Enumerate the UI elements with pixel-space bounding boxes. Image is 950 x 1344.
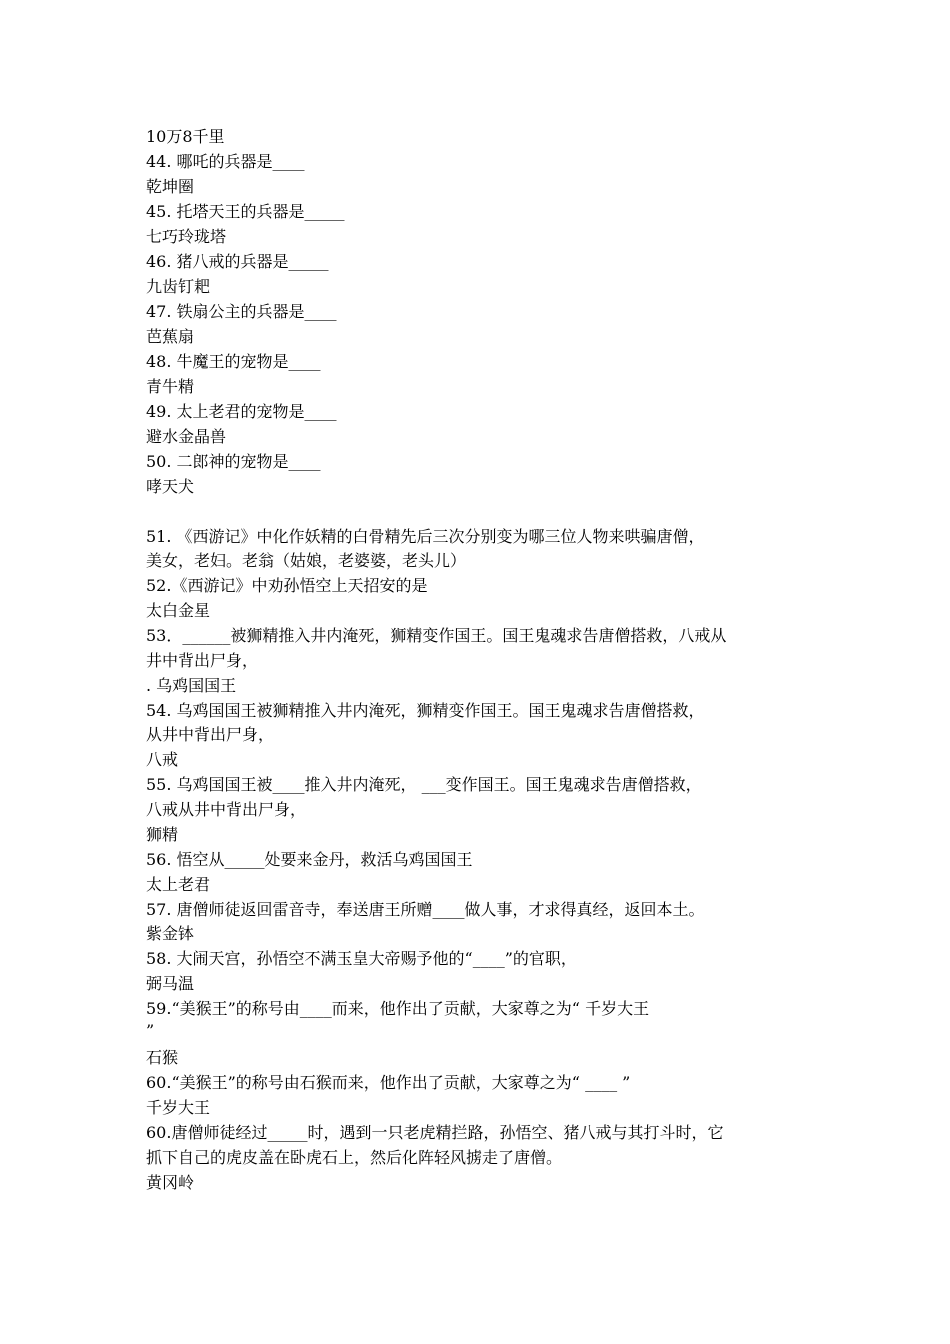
question-line: 48. 牛魔王的宠物是____ <box>146 352 321 371</box>
question-line: 60.唐僧师徒经过_____时，遇到一只老虎精拦路，孙悟空、猪八戒与其打斗时，它 <box>146 1123 724 1142</box>
question-line: 52.《西游记》中劝孙悟空上天招安的是 <box>146 576 428 595</box>
answer-line: 狮精 <box>146 825 179 844</box>
question-line: 57. 唐僧师徒返回雷音寺，奉送唐王所赠____做人事，才求得真经，返回本土。 <box>146 900 705 919</box>
question-line: 47. 铁扇公主的兵器是____ <box>146 302 337 321</box>
answer-line: 太白金星 <box>146 601 211 620</box>
answer-line: 芭蕉扇 <box>146 327 195 346</box>
question-line: 53．______被狮精推入井内淹死，狮精变作国王。国王鬼魂求告唐僧搭救，八戒从 <box>146 626 727 645</box>
question-line: 55. 乌鸡国国王被____推入井内淹死， ___变作国王。国王鬼魂求告唐僧搭救， <box>146 775 702 794</box>
question-line: 51. 《西游记》中化作妖精的白骨精先后三次分别变为哪三位人物来哄骗唐僧， <box>146 527 705 546</box>
question-line: 54. 乌鸡国国王被狮精推入井内淹死，狮精变作国王。国王鬼魂求告唐僧搭救， <box>146 701 705 720</box>
answer-line: 紫金钵 <box>146 924 195 943</box>
answer-line: 七巧玲珑塔 <box>146 227 227 246</box>
answer-line: 石猴 <box>146 1048 179 1067</box>
question-line: 60.“美猴王”的称号由石猴而来，他作出了贡献，大家尊之为“ ____ ” <box>146 1073 631 1092</box>
question-line: 49. 太上老君的宠物是____ <box>146 402 337 421</box>
question-line: 59.“美猴王”的称号由____而来，他作出了贡献，大家尊之为“ 千岁大王 <box>146 999 650 1018</box>
question-line: 八戒从井中背出尸身， <box>146 800 307 819</box>
question-line: ” <box>146 1021 155 1040</box>
question-line: 46. 猪八戒的兵器是_____ <box>146 252 329 271</box>
question-line: 抓下自己的虎皮盖在卧虎石上，然后化阵轻风掳走了唐僧。 <box>146 1148 563 1167</box>
answer-line: 八戒 <box>146 750 179 769</box>
question-line: 井中背出尸身， <box>146 651 259 670</box>
answer-line: 哮天犬 <box>146 477 195 496</box>
question-line: 58. 大闹天宫，孙悟空不满玉皇大帝赐予他的“____”的官职， <box>146 949 577 968</box>
answer-line: 弼马温 <box>146 974 195 993</box>
question-line: 44. 哪吒的兵器是____ <box>146 152 305 171</box>
answer-line: 太上老君 <box>146 875 211 894</box>
answer-line: 九齿钉耙 <box>146 277 211 296</box>
question-line: 45. 托塔天王的兵器是_____ <box>146 202 345 221</box>
question-line: 50. 二郎神的宠物是____ <box>146 452 321 471</box>
answer-line: 美女，老妇。老翁（姑娘，老婆婆，老头儿） <box>146 551 467 570</box>
question-line: 56. 悟空从_____处要来金丹，救活乌鸡国国王 <box>146 850 473 869</box>
answer-line: 避水金晶兽 <box>146 427 227 446</box>
answer-line: . 乌鸡国国王 <box>146 676 237 695</box>
answer-line: 乾坤圈 <box>146 177 195 196</box>
answer-line: 青牛精 <box>146 377 195 396</box>
answer-line: 黄冈岭 <box>146 1173 195 1192</box>
answer-line: 千岁大王 <box>146 1098 211 1117</box>
question-line: 从井中背出尸身， <box>146 725 275 744</box>
text-line: 10万8千里 <box>146 127 225 146</box>
